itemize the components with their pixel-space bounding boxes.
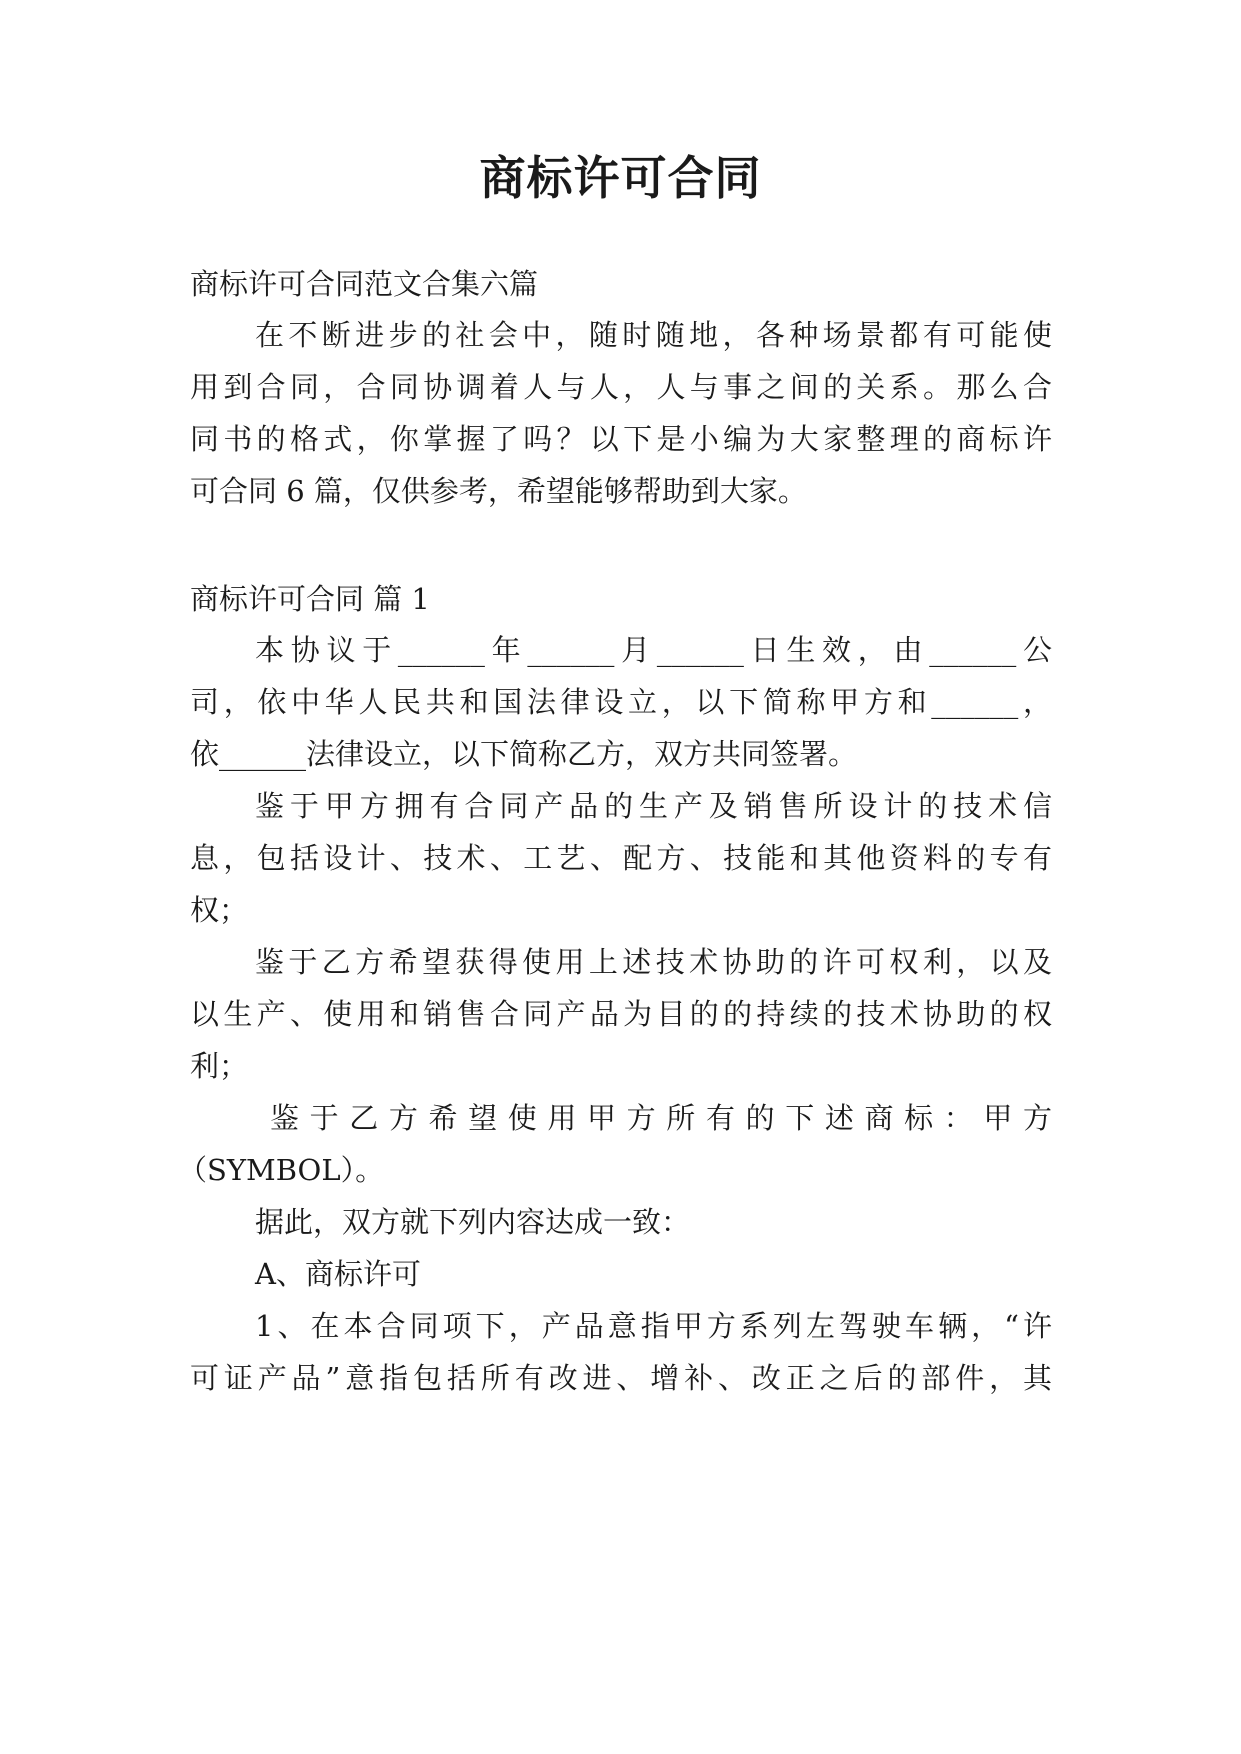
body-line: 司，依中华人民共和国法律设立，以下简称甲方和______， [190, 685, 1052, 719]
body-line: 息，包括设计、技术、工艺、配方、技能和其他资料的专有 [190, 841, 1052, 875]
intro-line: 用到合同，合同协调着人与人，人与事之间的关系。那么合 [190, 370, 1052, 404]
intro-line: 可合同 6 篇，仅供参考，希望能够帮助到大家。 [190, 474, 807, 508]
body-line: 利； [190, 1049, 249, 1083]
body-line: 以生产、使用和销售合同产品为目的的持续的技术协助的权 [190, 997, 1052, 1031]
body-line: 本协议于______年______月______日生效，由______公 [255, 633, 1052, 667]
document-subtitle: 商标许可合同范文合集六篇 [190, 267, 539, 301]
body-line: 鉴于乙方希望获得使用上述技术协助的许可权利，以及 [255, 945, 1052, 979]
document-title: 商标许可合同 [479, 151, 762, 205]
body-line: A、商标许可 [255, 1257, 421, 1291]
section-heading: 商标许可合同 篇 1 [190, 582, 430, 616]
body-line: 可证产品”意指包括所有改进、增补、改正之后的部件，其 [190, 1361, 1052, 1395]
body-line: 鉴于乙方希望使用甲方所有的下述商标：甲方 [270, 1101, 1052, 1135]
intro-line: 同书的格式，你掌握了吗？以下是小编为大家整理的商标许 [190, 422, 1052, 456]
body-line: 权； [190, 893, 249, 927]
body-line: （SYMBOL）。 [178, 1153, 385, 1187]
body-line: 依______法律设立，以下简称乙方，双方共同签署。 [190, 737, 858, 771]
body-line: 鉴于甲方拥有合同产品的生产及销售所设计的技术信 [255, 789, 1052, 823]
intro-line: 在不断进步的社会中，随时随地，各种场景都有可能使 [255, 318, 1052, 352]
body-line: 据此，双方就下列内容达成一致： [255, 1205, 691, 1239]
body-line: 1、在本合同项下，产品意指甲方系列左驾驶车辆，“许 [255, 1309, 1052, 1343]
